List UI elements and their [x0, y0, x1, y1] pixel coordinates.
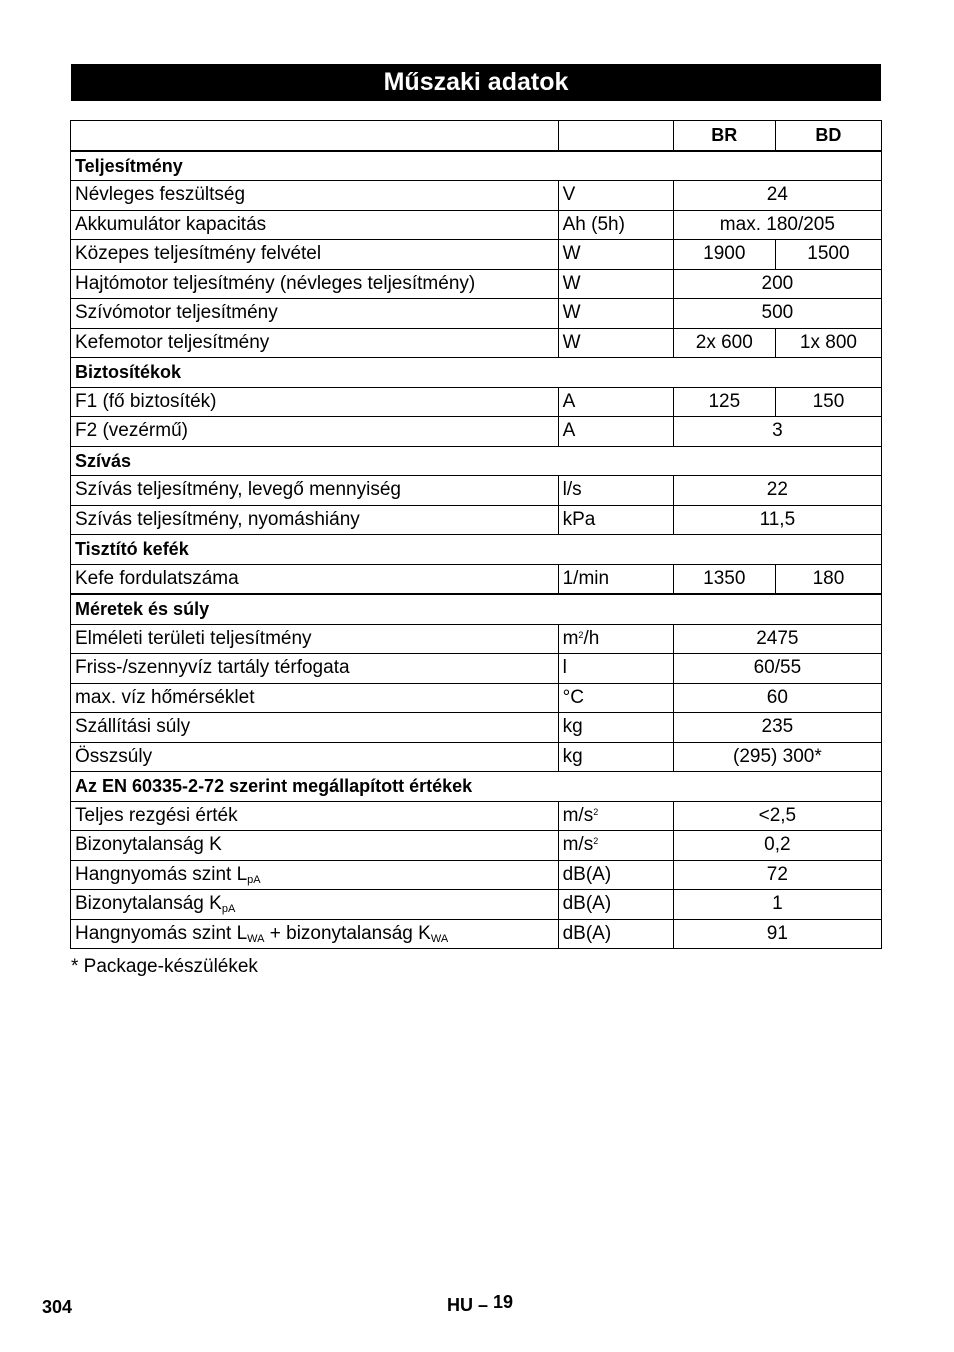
table-row: [71, 210, 882, 240]
table-row: [71, 564, 882, 594]
row-value: 11,5: [673, 505, 881, 535]
table-row: [71, 860, 882, 890]
language-code: HU: [447, 1295, 473, 1315]
row-unit: °C: [558, 683, 673, 713]
section-title: Biztosítékok: [71, 358, 882, 388]
row-unit: A: [558, 417, 673, 447]
label-subscript: pA: [221, 903, 236, 916]
table-row: [71, 417, 882, 447]
row-unit: kPa: [558, 505, 673, 535]
row-label: Hajtómotor teljesítmény (névleges teljesítmény): [71, 269, 559, 299]
label-text: Hangnyomás szint L: [75, 922, 248, 944]
table-row: [71, 801, 882, 831]
header-bd: BD: [775, 121, 881, 151]
row-value: 91: [673, 919, 881, 949]
table-row: [71, 299, 882, 329]
section-title: Tisztító kefék: [71, 535, 882, 565]
row-unit: Ah (5h): [558, 210, 673, 240]
header-empty-cell: [71, 121, 559, 151]
row-unit: kg: [558, 713, 673, 743]
row-label: Bizonytalanság K: [71, 831, 559, 861]
section-title: Az EN 60335-2-72 szerint megállapított értékek: [71, 772, 882, 802]
table-row: [71, 387, 882, 417]
row-value: 3: [673, 417, 881, 447]
section-row: [71, 446, 882, 476]
row-value: 0,2: [673, 831, 881, 861]
page-code: [447, 1292, 514, 1316]
row-value-br: 2x 600: [673, 328, 775, 358]
row-unit: [558, 831, 673, 861]
table-row: [71, 831, 882, 861]
row-unit: W: [558, 299, 673, 329]
label-subscript-2: WA: [430, 932, 449, 945]
row-value: 22: [673, 476, 881, 506]
footnote: * Package-készülékek: [71, 956, 258, 977]
row-value-br: 125: [673, 387, 775, 417]
row-unit: W: [558, 328, 673, 358]
label-text: Hangnyomás szint L: [75, 863, 248, 885]
row-value-br: 1900: [673, 240, 775, 270]
row-unit: dB(A): [558, 919, 673, 949]
unit-superscript: 2: [578, 629, 584, 640]
row-value: 500: [673, 299, 881, 329]
section-row: [71, 772, 882, 802]
row-label: [71, 919, 559, 949]
unit-base: m: [562, 627, 579, 649]
row-unit: [558, 624, 673, 654]
row-value-bd: 150: [775, 387, 881, 417]
row-unit: dB(A): [558, 890, 673, 920]
unit-superscript: 2: [593, 806, 599, 817]
section-row: [71, 358, 882, 388]
row-label: Teljes rezgési érték: [71, 801, 559, 831]
section-row: [71, 535, 882, 565]
page-dash: –: [478, 1295, 489, 1315]
row-label: F1 (fő biztosíték): [71, 387, 559, 417]
table-row: [71, 269, 882, 299]
unit-base: m/s: [562, 804, 594, 826]
row-label: Összsúly: [71, 742, 559, 772]
table-row: [71, 683, 882, 713]
row-unit: W: [558, 240, 673, 270]
row-unit: V: [558, 181, 673, 211]
header-unit-cell: [558, 121, 673, 151]
section-row: [71, 594, 882, 624]
row-value-bd: 1x 800: [775, 328, 881, 358]
row-value: 2475: [673, 624, 881, 654]
row-label: Akkumulátor kapacitás: [71, 210, 559, 240]
row-value: max. 180/205: [673, 210, 881, 240]
row-value-bd: 1500: [775, 240, 881, 270]
page-title: Műszaki adatok: [71, 64, 881, 101]
row-label: Kefemotor teljesítmény: [71, 328, 559, 358]
unit-base: m/s: [562, 834, 594, 856]
sub-page-number: 19: [493, 1292, 514, 1312]
row-label: Közepes teljesítmény felvétel: [71, 240, 559, 270]
row-label: Névleges feszültség: [71, 181, 559, 211]
section-row: [71, 151, 882, 181]
table-row: [71, 240, 882, 270]
unit-tail: /h: [583, 627, 600, 649]
row-value: 60: [673, 683, 881, 713]
table-row: [71, 476, 882, 506]
label-subscript: pA: [247, 873, 261, 886]
row-value: 1: [673, 890, 881, 920]
row-label: Szívás teljesítmény, nyomáshiány: [71, 505, 559, 535]
row-value: (295) 300*: [673, 742, 881, 772]
row-label: Friss-/szennyvíz tartály térfogata: [71, 654, 559, 684]
row-value: <2,5: [673, 801, 881, 831]
section-title: Szívás: [71, 446, 882, 476]
table-row: [71, 713, 882, 743]
technical-data-table: [70, 120, 882, 949]
row-unit: W: [558, 269, 673, 299]
label-subscript: WA: [247, 932, 265, 945]
row-unit: [558, 801, 673, 831]
row-unit: dB(A): [558, 860, 673, 890]
row-label: Szívás teljesítmény, levegő mennyiség: [71, 476, 559, 506]
section-title: Teljesítmény: [71, 151, 882, 181]
table-row: [71, 624, 882, 654]
table-row: [71, 654, 882, 684]
row-unit: l/s: [558, 476, 673, 506]
table-row: [71, 505, 882, 535]
row-label: [71, 860, 559, 890]
row-value-br: 1350: [673, 564, 775, 594]
table-row: [71, 328, 882, 358]
row-value: 72: [673, 860, 881, 890]
header-br: BR: [673, 121, 775, 151]
table-row: [71, 181, 882, 211]
row-label: max. víz hőmérséklet: [71, 683, 559, 713]
table-row: [71, 890, 882, 920]
row-label: Elméleti területi teljesítmény: [71, 624, 559, 654]
row-unit: A: [558, 387, 673, 417]
unit-superscript: 2: [593, 836, 599, 847]
table-header-row: [71, 121, 882, 151]
row-unit: l: [558, 654, 673, 684]
label-text: Bizonytalanság K: [75, 893, 222, 915]
table-row: [71, 742, 882, 772]
row-label: Kefe fordulatszáma: [71, 564, 559, 594]
section-title: Méretek és súly: [71, 594, 882, 624]
row-label: Szívómotor teljesítmény: [71, 299, 559, 329]
row-value: 60/55: [673, 654, 881, 684]
page-number: 304: [42, 1297, 73, 1317]
row-label: [71, 890, 559, 920]
row-value: 200: [673, 269, 881, 299]
label-text-mid: + bizonytalanság K: [264, 922, 431, 944]
row-unit: kg: [558, 742, 673, 772]
row-unit: 1/min: [558, 564, 673, 594]
row-label: Szállítási súly: [71, 713, 559, 743]
row-value: 24: [673, 181, 881, 211]
row-value-bd: 180: [775, 564, 881, 594]
table-row: [71, 919, 882, 949]
row-value: 235: [673, 713, 881, 743]
row-label: F2 (vezérmű): [71, 417, 559, 447]
